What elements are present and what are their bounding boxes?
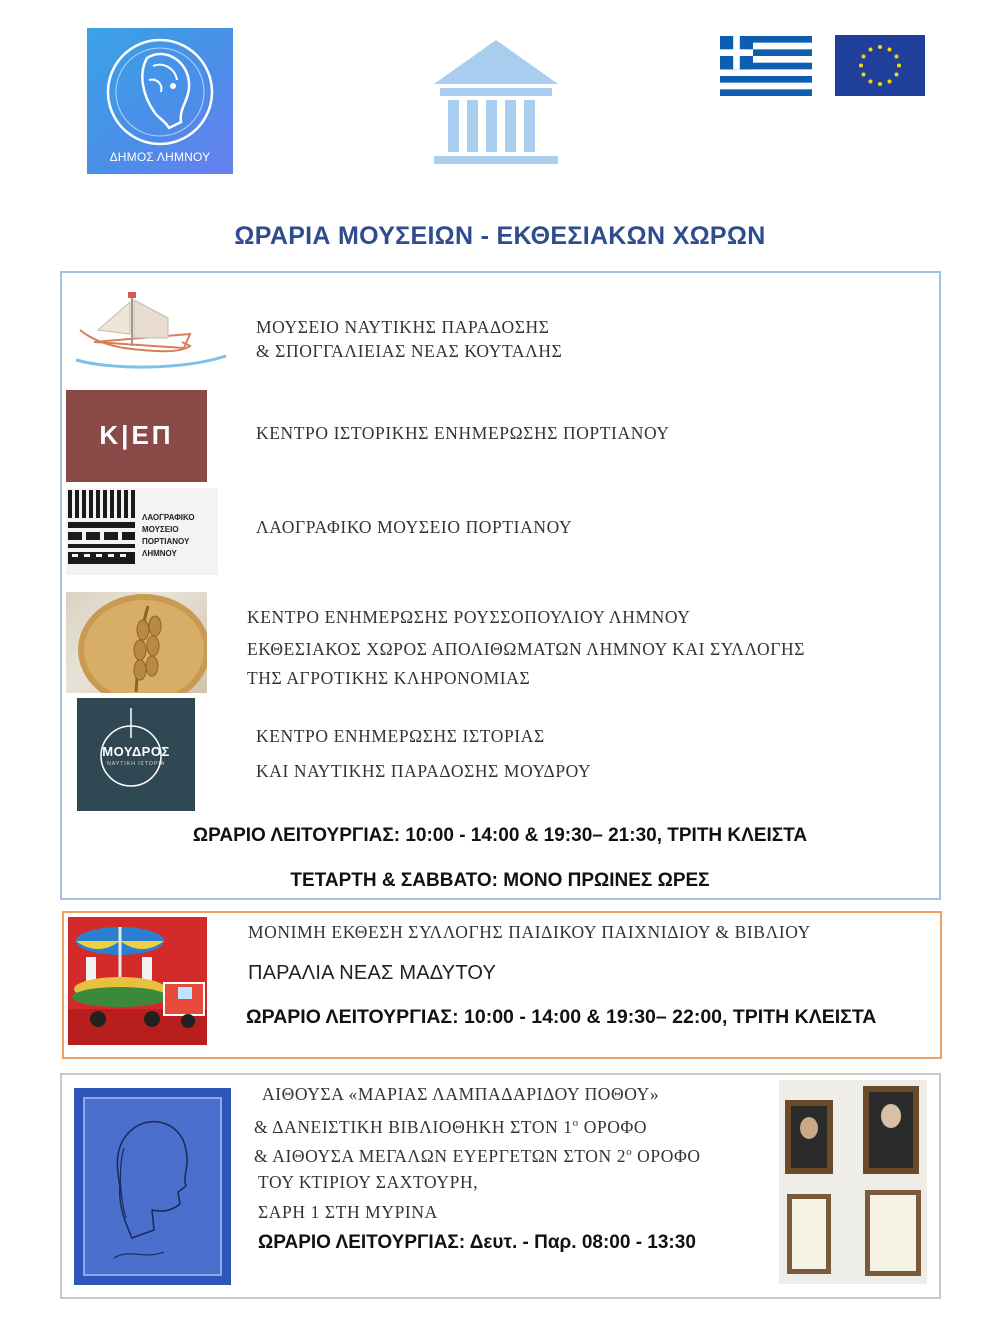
hours-note: ΤΕΤΑΡΤΗ & ΣΑΒΒΑΤΟ: ΜΟΝΟ ΠΡΩΙΝΕΣ ΩΡΕΣ [290,870,710,891]
museum-name-line: ΤΗΣ ΑΓΡΟΤΙΚΗΣ ΚΛΗΡΟΝΟΜΙΑΣ [247,668,531,688]
eu-flag-icon [835,35,925,96]
museum-name-line: ΚΑΙ ΝΑΥΤΙΚΗΣ ΠΑΡΑΔΟΣΗΣ ΜΟΥΔΡΟΥ [256,761,592,781]
museum-name-line: ΜΟΥΣΕΙΟ ΝΑΥΤΙΚΗΣ ΠΑΡΑΔΟΣΗΣ [256,317,550,337]
museum-name-line: ΛΑΟΓΡΑΦΙΚΟ ΜΟΥΣΕΙΟ ΠΟΡΤΙΑΝΟΥ [256,517,573,537]
museum-name-line: ΕΚΘΕΣΙΑΚΟΣ ΧΩΡΟΣ ΑΠΟΛΙΘΩΜΑΤΩΝ ΛΗΜΝΟΥ ΚΑΙ ΣΥΛΛΟΓΗΣ [247,639,806,659]
museum-name-line: & ΣΠΟΓΓΑΛΙΕΙΑΣ ΝΕΑΣ ΚΟΥΤΑΛΗΣ [256,341,563,361]
moudros-logo [77,698,195,811]
museum-building-icon [430,38,562,173]
wheat-coin-image [66,592,207,693]
page-title: ΩΡΑΡΙΑ ΜΟΥΣΕΙΩΝ - ΕΚΘΕΣΙΑΚΩΝ ΧΩΡΩΝ [234,222,766,250]
folklore-logo-text: ΛΑΟΓΡΑΦΙΚΟ ΜΟΥΣΕΙΟ ΠΟΡΤΙΑΝΟΥ ΛΗΜΝΟΥ [142,513,195,558]
kiep-logo-text: Κ|ΕΠ [99,420,174,450]
exhibition-name: ΜΟΝΙΜΗ ΕΚΘΕΣΗ ΣΥΛΛΟΓΗΣ ΠΑΙΔΙΚΟΥ ΠΑΙΧΝΙΔΙΟΥ & ΒΙΒΛΙΟΥ [248,922,811,942]
greek-flag-icon [720,36,812,96]
venue-line: & ΔΑΝΕΙΣΤΙΚΗ ΒΙΒΛΙΟΘΗΚΗ ΣΤΟΝ $1^o$ ΟΡΟΦΟ [254,1116,648,1137]
moudros-logo-text: ΜΟΥΔΡΟΣ [102,744,170,759]
moudros-logo-subtext: ΝΑΥΤΙΚΗ ΙΣΤΟΡΙΑ [106,761,166,767]
municipality-logo [87,28,233,174]
municipality-label: ΔΗΜΟΣ ΛΗΜΝΟΥ [109,150,211,164]
venue-hours: ΩΡΑΡΙΟ ΛΕΙΤΟΥΡΓΙΑΣ: Δευτ. - Παρ. 08:00 - 13:30 [258,1232,696,1253]
kiep-logo [66,390,207,482]
museum-name-line: ΚΕΝΤΡΟ ΕΝΗΜΕΡΩΣΗΣ ΡΟΥΣΣΟΠΟΥΛΙΟΥ ΛΗΜΝΟΥ [247,607,691,627]
toy-carousel-image [68,917,207,1045]
exhibition-location: ΠΑΡΑΛΙΑ ΝΕΑΣ ΜΑΔΥΤΟΥ [248,962,497,984]
venue-line: ΣΑΡΗ 1 ΣΤΗ ΜΥΡΙΝΑ [258,1202,438,1222]
opening-hours: ΩΡΑΡΙΟ ΛΕΙΤΟΥΡΓΙΑΣ: 10:00 - 14:00 & 19:30– 21:30, ΤΡΙΤΗ ΚΛΕΙΣΤΑ [192,825,808,846]
exhibition-hours: ΩΡΑΡΙΟ ΛΕΙΤΟΥΡΓΙΑΣ: 10:00 - 14:00 & 19:30– 22:00, ΤΡΙΤΗ ΚΛΕΙΣΤΑ [246,1006,877,1028]
portrait-gallery-image [779,1080,927,1284]
museum-name-line: ΚΕΝΤΡΟ ΙΣΤΟΡΙΚΗΣ ΕΝΗΜΕΡΩΣΗΣ ΠΟΡΤΙΑΝΟΥ [256,423,670,443]
portrait-sketch-image [74,1088,231,1285]
venue-line: & ΑΙΘΟΥΣΑ ΜΕΓΑΛΩΝ ΕΥΕΡΓΕΤΩΝ ΣΤΟΝ $2^o$ ΟΡΟΦΟ [254,1145,701,1166]
ship-logo-icon [72,290,230,375]
venue-line: ΑΙΘΟΥΣΑ «ΜΑΡΙΑΣ ΛΑΜΠΑΔΑΡΙΔΟΥ ΠΟΘΟΥ» [262,1084,660,1104]
folklore-pattern-icon [68,490,138,566]
venue-line: ΤΟΥ ΚΤΙΡΙΟΥ ΣΑΧΤΟΥΡΗ, [258,1172,479,1192]
folklore-museum-logo [66,488,218,575]
museum-name-line: ΚΕΝΤΡΟ ΕΝΗΜΕΡΩΣΗΣ ΙΣΤΟΡΙΑΣ [256,726,545,746]
